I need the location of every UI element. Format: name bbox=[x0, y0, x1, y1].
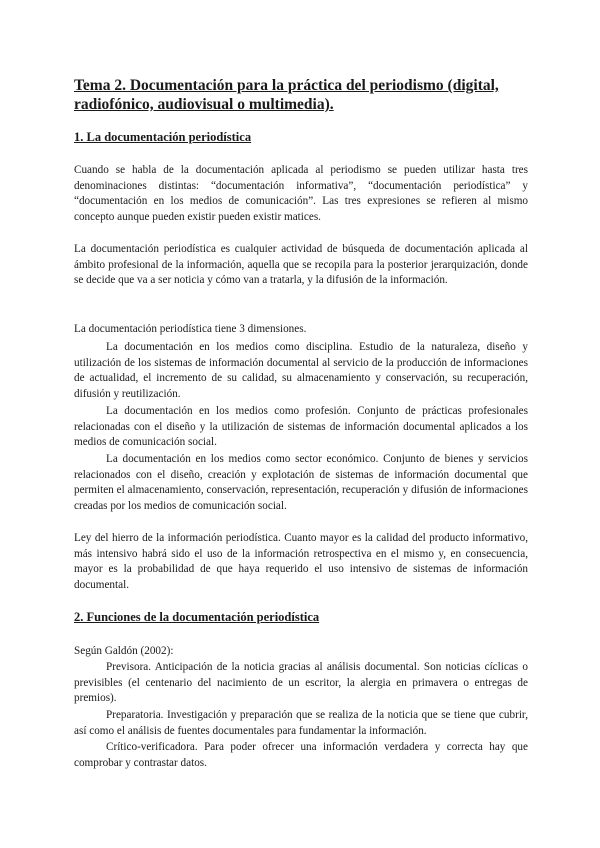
paragraph-ley-del-hierro: Ley del hierro de la información periodística. Cuanto mayor es la calidad del producto informativo, más intensivo habrá sido el uso de la información retrospectiva en el mismo y, en consecuencia, mayor es la probabilidad de que haya requerido el uso intensivo de sistemas de información documental. bbox=[74, 532, 528, 591]
function-critico-verificadora: Crítico-verificadora. Para poder ofrecer una información verdadera y correcta hay que comprobar y contrastar datos. bbox=[74, 741, 528, 769]
dimension-profesion: La documentación en los medios como profesión. Conjunto de prácticas profesionales relacionadas con el diseño y la utilización de sistemas de información documental aplicados a los medios de comunicación social. bbox=[74, 405, 528, 448]
function-preparatoria: Preparatoria. Investigación y preparación que se realiza de la noticia que se tiene que cubrir, así como el análisis de fuentes documentales para fundamentar la información. bbox=[74, 709, 528, 737]
paragraph-galdon: Según Galdón (2002): bbox=[74, 645, 174, 657]
page-title: Tema 2. Documentación para la práctica del periodismo (digital, radiofónico, audiovisual o multimedia). bbox=[74, 77, 499, 113]
paragraph-denominaciones: Cuando se habla de la documentación aplicada al periodismo se pueden utilizar hasta tres denominaciones distintas: “documentación informativa”, “documentación periodística” y “documentación en los medios de comunicación”. Las tres expresiones se refieren al mismo concepto aunque pueden existir pueden existir matices. bbox=[74, 164, 528, 223]
section-1-heading: 1. La documentación periodística bbox=[74, 130, 252, 144]
paragraph-definicion: La documentación periodística es cualquier actividad de búsqueda de documentación aplicada al ámbito profesional de la información, aquella que se recopila para la posterior jerarquización, donde se decide que va a ser noticia y cómo van a tratarla, y la difusión de la información. bbox=[74, 243, 528, 286]
dimension-disciplina: La documentación en los medios como disciplina. Estudio de la naturaleza, diseño y utilización de los sistemas de información documental al servicio de la producción de informaciones de actualidad, el incremento de su calidad, su almacenamiento y conservación, su recuperación, difusión y reutilización. bbox=[74, 341, 528, 400]
function-previsora: Previsora. Anticipación de la noticia gracias al análisis documental. Son noticias cíclicas o previsibles (el centenario del nacimiento de un escritor, la alergia en primavera o entregas de premios). bbox=[74, 661, 528, 704]
dimension-sector-economico: La documentación en los medios como sector económico. Conjunto de bienes y servicios relacionados con el diseño, creación y explotación de sistemas de información documental que permiten el almacenamiento, conservación, representación, recuperación y difusión de informaciones creadas por los medios de comunicación social. bbox=[74, 453, 528, 512]
paragraph-dimensiones-intro: La documentación periodística tiene 3 dimensiones. bbox=[74, 323, 307, 335]
section-2-heading: 2. Funciones de la documentación periodística bbox=[74, 610, 320, 624]
